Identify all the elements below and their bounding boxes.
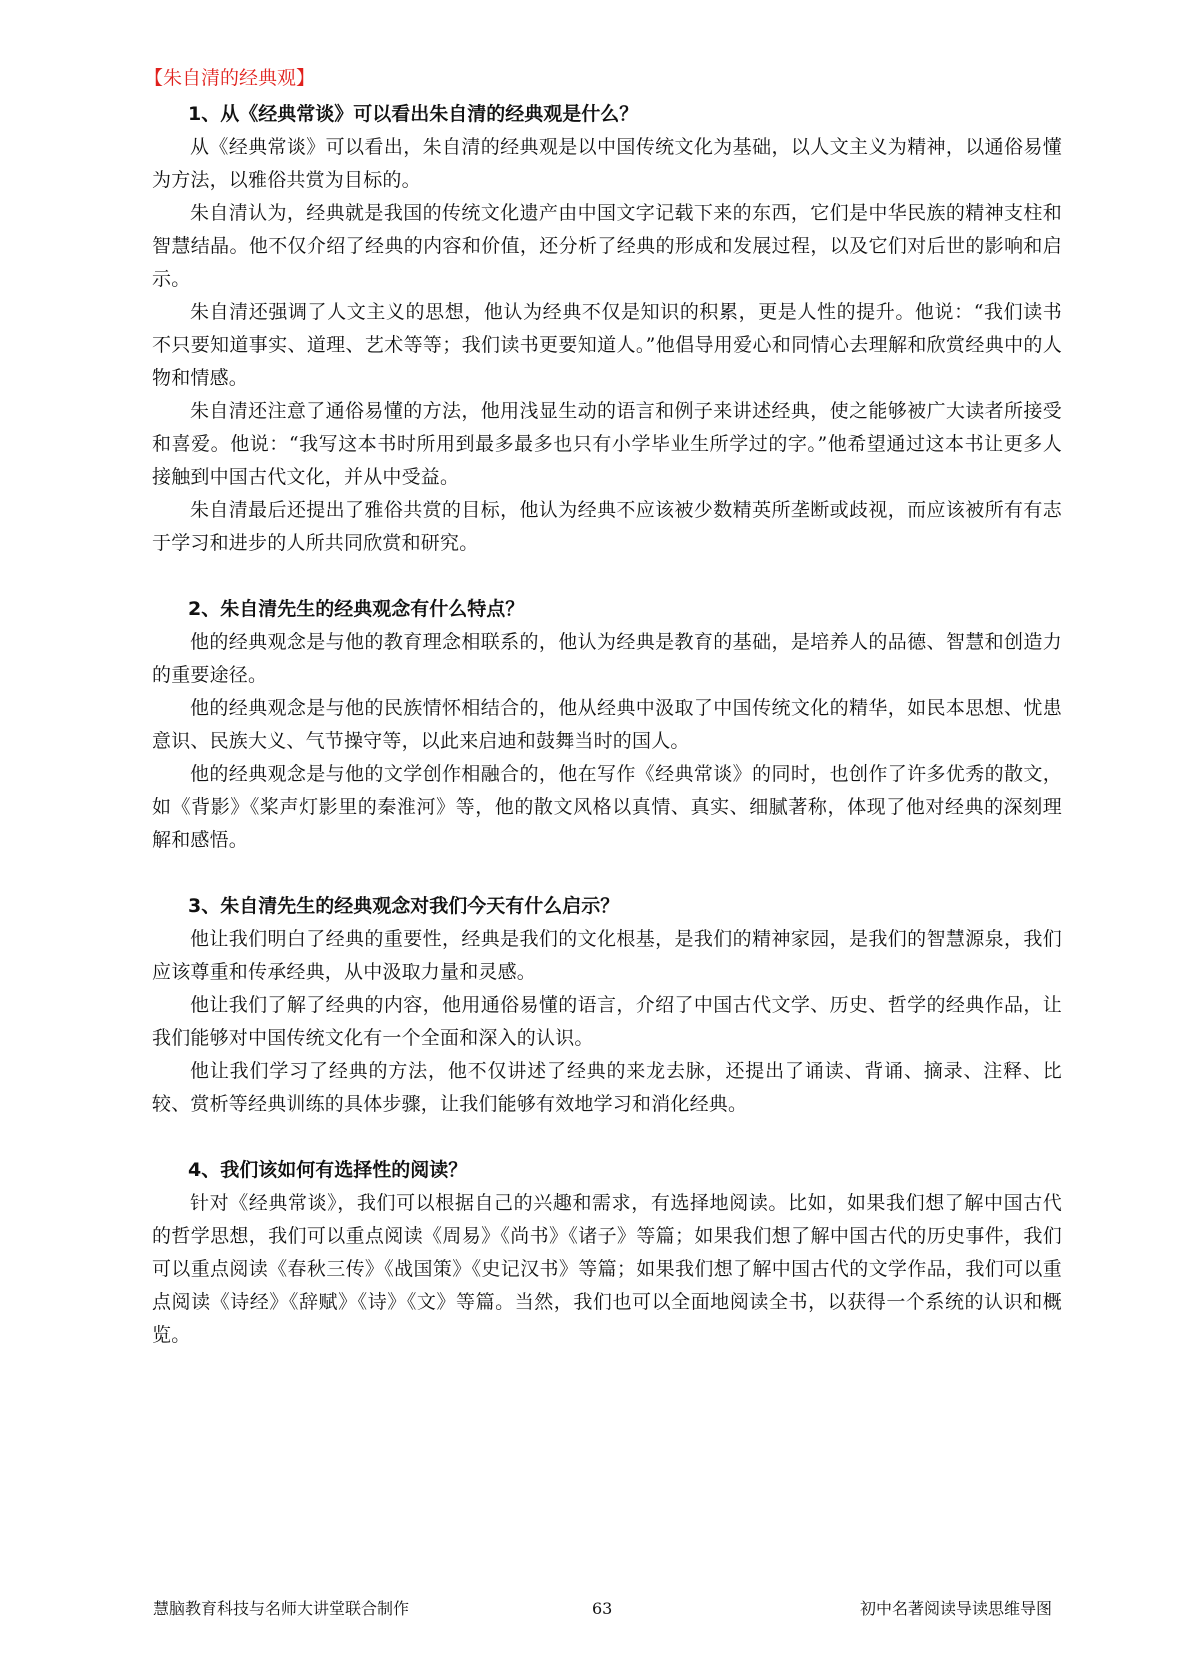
question-heading: 4、我们该如何有选择性的阅读？ xyxy=(188,1159,468,1181)
paragraph: 他的经典观念是与他的民族情怀相结合的，他从经典中汲取了中国传统文化的精华，如民本思想、忧患意识、民族大义、气节操守等，以此来启迪和鼓舞当时的国人。 xyxy=(152,697,1062,752)
paragraph: 他让我们明白了经典的重要性，经典是我们的文化根基，是我们的精神家园，是我们的智慧源泉，我们应该尊重和传承经典，从中汲取力量和灵感。 xyxy=(152,928,1062,983)
footer-book-title: 初中名著阅读导读思维导图 xyxy=(859,1599,1052,1618)
question-heading: 2、朱自清先生的经典观念有什么特点？ xyxy=(188,598,525,620)
question-heading: 3、朱自清先生的经典观念对我们今天有什么启示？ xyxy=(188,895,620,917)
question-heading: 1、从《经典常谈》可以看出朱自清的经典观是什么？ xyxy=(188,103,639,125)
section-1 xyxy=(152,98,1062,560)
paragraph: 朱自清还注意了通俗易懂的方法，他用浅显生动的语言和例子来讲述经典，使之能够被广大读者所接受和喜爱。他说：“我写这本书时所用到最多最多也只有小学毕业生所学过的字。”他希望通过这本书让更多人接触到中国古代文化，并从中受益。 xyxy=(152,400,1062,488)
page-heading: 【朱自清的经典观】 xyxy=(144,67,316,89)
section-2 xyxy=(152,593,1062,857)
paragraph: 他让我们学习了经典的方法，他不仅讲述了经典的来龙去脉，还提出了诵读、背诵、摘录、注释、比较、赏析等经典训练的具体步骤，让我们能够有效地学习和消化经典。 xyxy=(152,1060,1062,1115)
paragraph: 朱自清认为，经典就是我国的传统文化遗产由中国文字记载下来的东西，它们是中华民族的精神支柱和智慧结晶。他不仅介绍了经典的内容和价值，还分析了经典的形成和发展过程，以及它们对后世的影响和启示。 xyxy=(152,202,1062,290)
paragraph: 他的经典观念是与他的教育理念相联系的，他认为经典是教育的基础，是培养人的品德、智慧和创造力的重要途径。 xyxy=(152,631,1062,686)
page-footer xyxy=(0,1594,1200,1624)
paragraph: 朱自清还强调了人文主义的思想，他认为经典不仅是知识的积累，更是人性的提升。他说：“我们读书不只要知道事实、道理、艺术等等；我们读书更要知道人。”他倡导用爱心和同情心去理解和欣赏经典中的人物和情感。 xyxy=(152,301,1062,389)
paragraph: 他让我们了解了经典的内容，他用通俗易懂的语言，介绍了中国古代文学、历史、哲学的经典作品，让我们能够对中国传统文化有一个全面和深入的认识。 xyxy=(152,994,1062,1049)
section-3 xyxy=(152,890,1062,1121)
footer-producer: 慧脑教育科技与名师大讲堂联合制作 xyxy=(153,1599,410,1618)
paragraph: 从《经典常谈》可以看出，朱自清的经典观是以中国传统文化为基础，以人文主义为精神，以通俗易懂为方法，以雅俗共赏为目标的。 xyxy=(152,136,1062,191)
paragraph: 针对《经典常谈》，我们可以根据自己的兴趣和需求，有选择地阅读。比如，如果我们想了解中国古代的哲学思想，我们可以重点阅读《周易》《尚书》《诸子》等篇；如果我们想了解中国古代的历史事件，我们可以重点阅读《春秋三传》《战国策》《史记汉书》等篇；如果我们想了解中国古代的文学作品，我们可以重点阅读《诗经》《辞赋》《诗》《文》等篇。当然，我们也可以全面地阅读全书，以获得一个系统的认识和概览。 xyxy=(152,1192,1062,1346)
document-body xyxy=(152,98,1062,1352)
paragraph: 他的经典观念是与他的文学创作相融合的，他在写作《经典常谈》的同时，也创作了许多优秀的散文，如《背影》《桨声灯影里的秦淮河》等，他的散文风格以真情、真实、细腻著称，体现了他对经典的深刻理解和感悟。 xyxy=(152,763,1062,851)
section-4 xyxy=(152,1154,1062,1352)
page-number: 63 xyxy=(592,1599,613,1618)
paragraph: 朱自清最后还提出了雅俗共赏的目标，他认为经典不应该被少数精英所垄断或歧视，而应该被所有有志于学习和进步的人所共同欣赏和研究。 xyxy=(152,499,1062,554)
